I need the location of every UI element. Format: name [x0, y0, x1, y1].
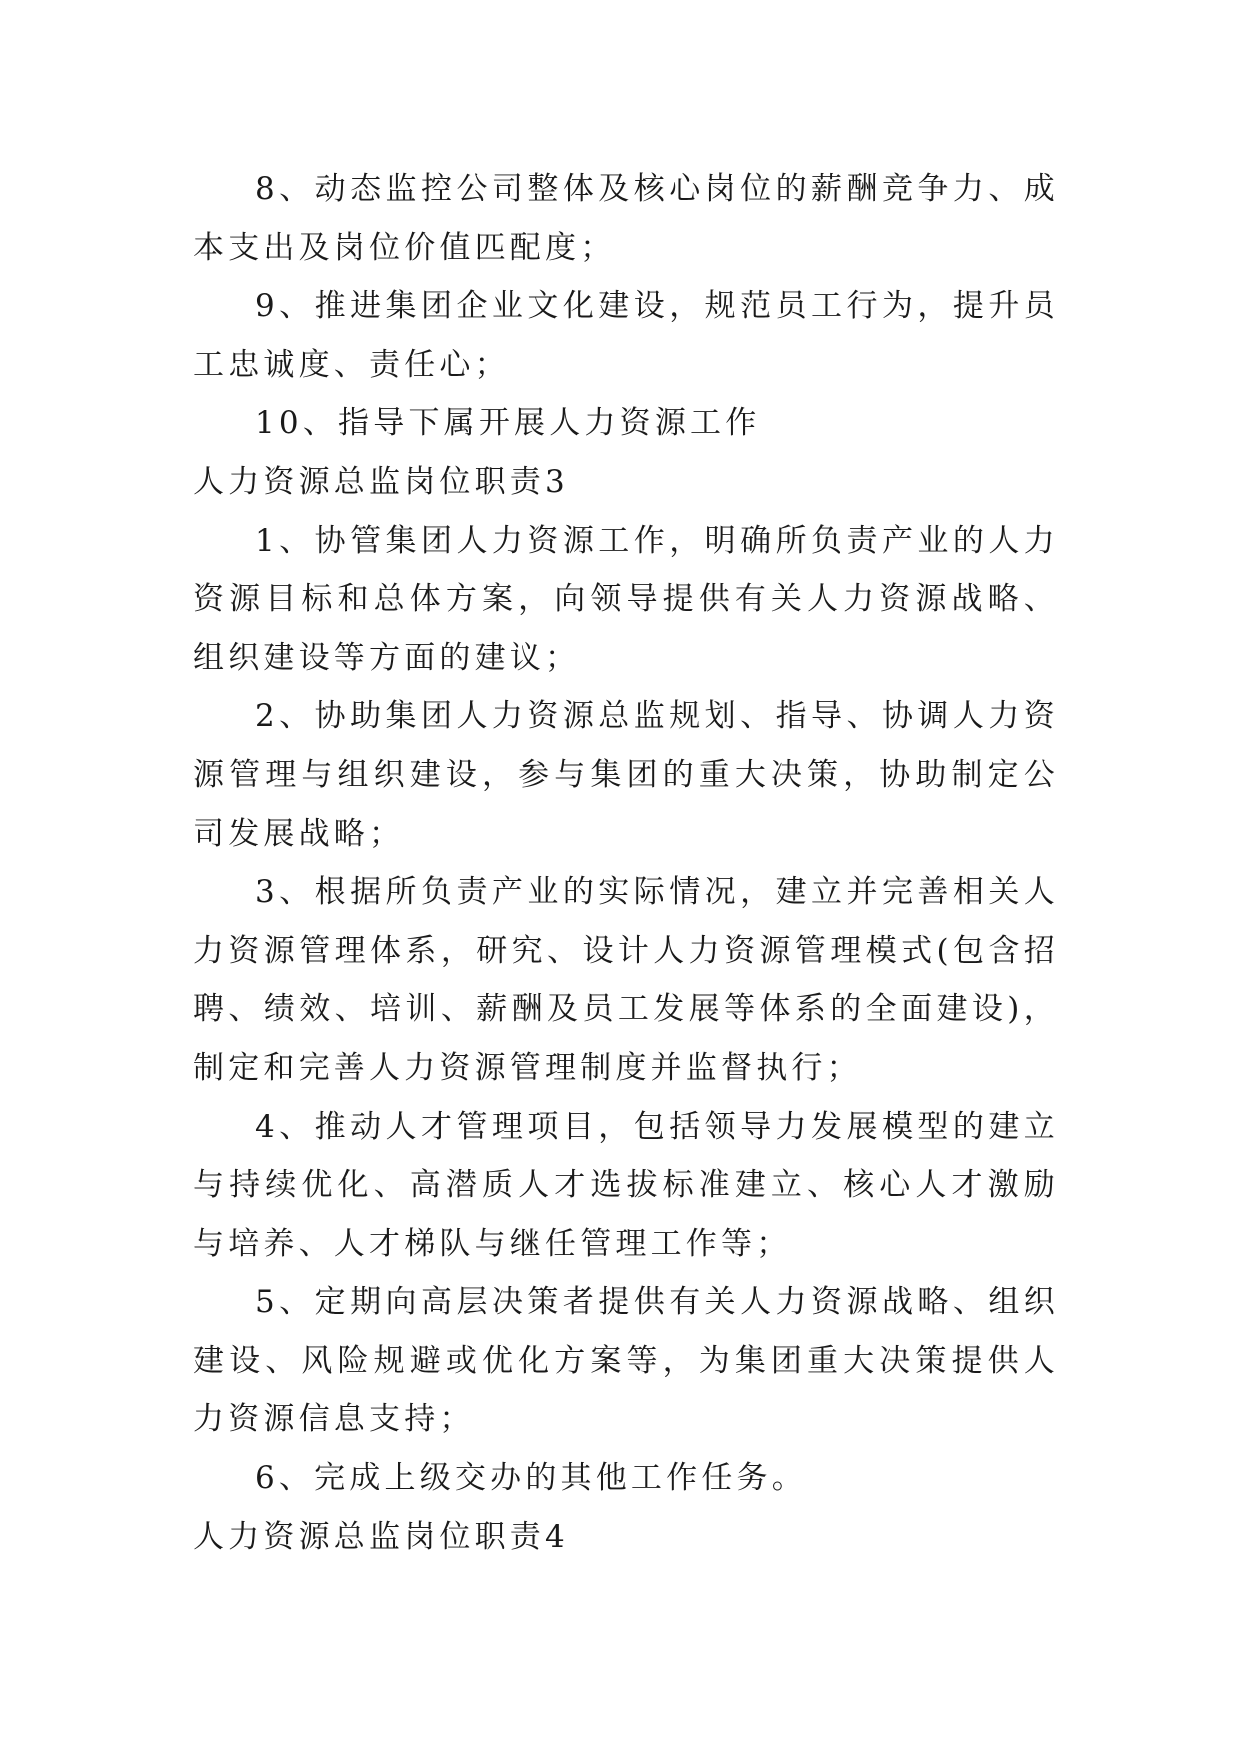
paragraph-item-4: 4、推动人才管理项目，包括领导力发展模型的建立与持续优化、高潜质人才选拔标准建立、核心人才激励与培养、人才梯队与继任管理工作等；	[193, 1108, 1059, 1262]
paragraph-item-8: 8、动态监控公司整体及核心岗位的薪酬竞争力、成本支出及岗位价值匹配度；	[193, 171, 1059, 266]
paragraph-item-1: 1、协管集团人力资源工作，明确所负责产业的人力资源目标和总体方案，向领导提供有关人力资源战略、组织建设等方面的建议；	[193, 522, 1059, 676]
paragraph-item-9: 9、推进集团企业文化建设，规范员工行为，提升员工忠诚度、责任心；	[193, 288, 1059, 383]
section-heading-4: 人力资源总监岗位职责4	[193, 1518, 569, 1555]
paragraph-item-6: 6、完成上级交办的其他工作任务。	[255, 1460, 807, 1497]
paragraph-item-3: 3、根据所负责产业的实际情况，建立并完善相关人力资源管理体系，研究、设计人力资源管理模式(包含招聘、绩效、培训、薪酬及员工发展等体系的全面建设)，制定和完善人力资源管理制度并监督执行；	[193, 874, 1059, 1086]
paragraph-item-5: 5、定期向高层决策者提供有关人力资源战略、组织建设、风险规避或优化方案等，为集团重大决策提供人力资源信息支持；	[193, 1284, 1059, 1438]
paragraph-item-2: 2、协助集团人力资源总监规划、指导、协调人力资源管理与组织建设，参与集团的重大决策，协助制定公司发展战略；	[193, 698, 1059, 852]
section-heading-3: 人力资源总监岗位职责3	[193, 463, 569, 500]
paragraph-item-10: 10、指导下属开展人力资源工作	[255, 405, 761, 442]
document-page	[193, 160, 1059, 1566]
